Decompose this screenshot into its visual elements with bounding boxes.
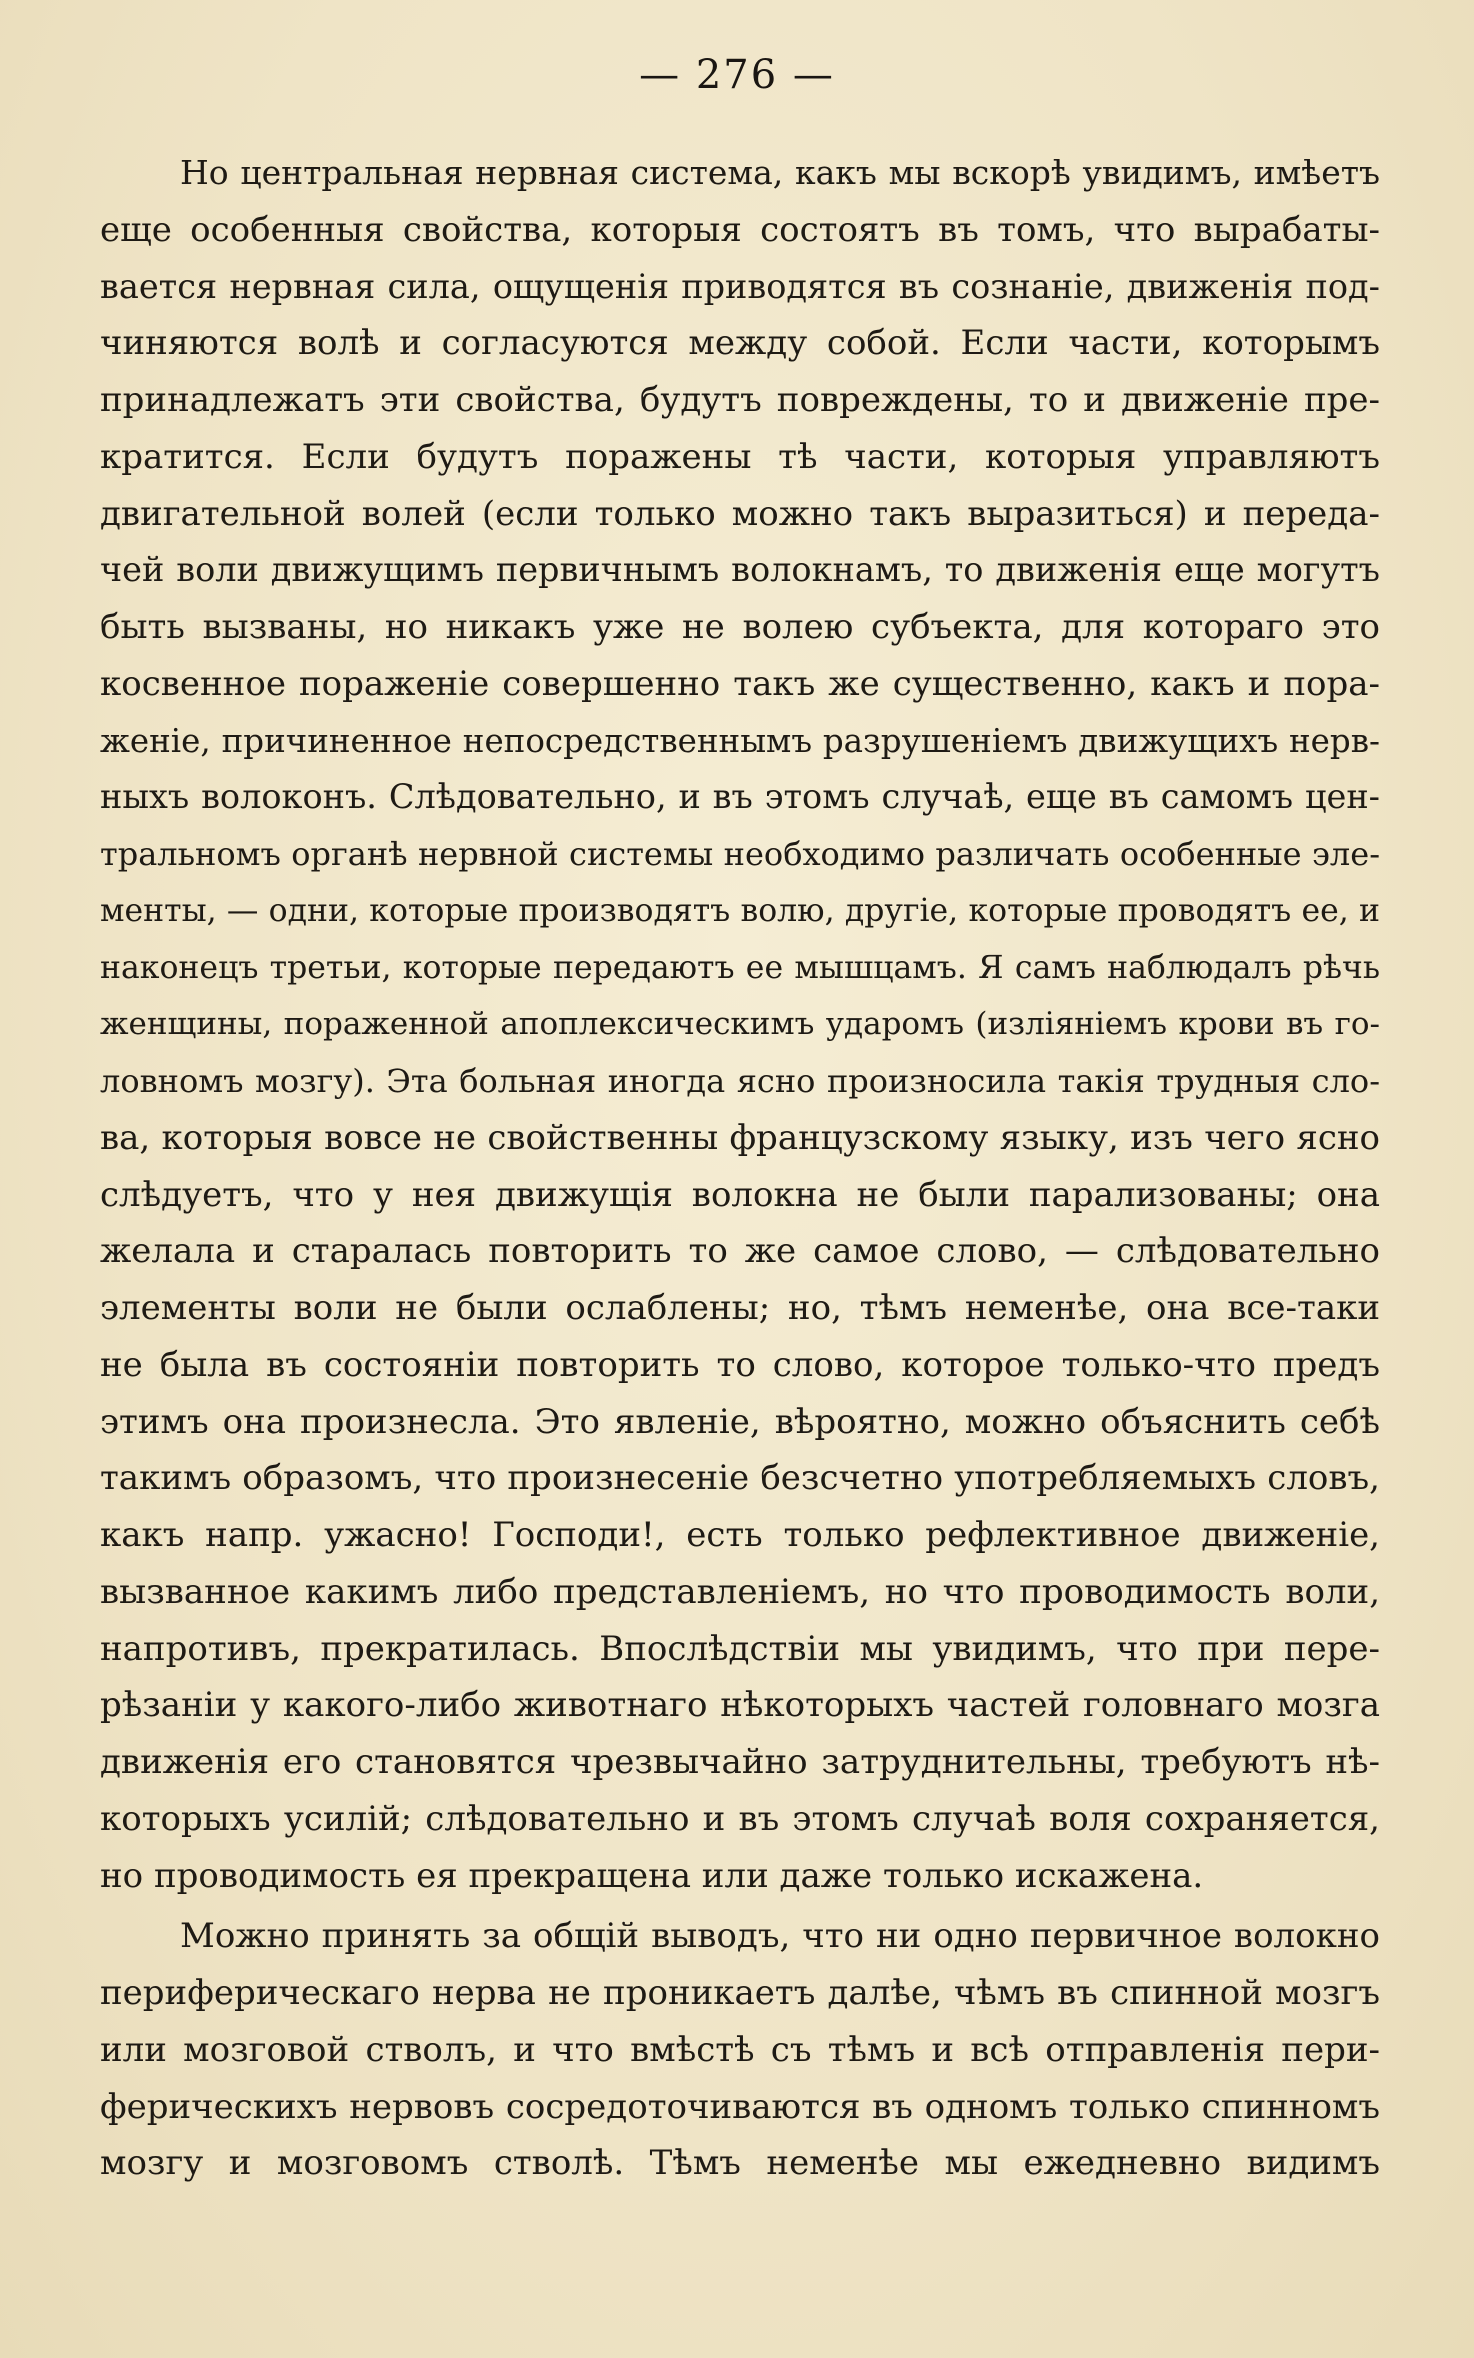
text-line: двигательной волей (если только можно такъ выразиться) и переда-	[100, 493, 1380, 534]
text-line: не была въ состояніи повторить то слово, которое только-что предъ	[100, 1344, 1380, 1385]
text-line: принадлежатъ эти свойства, будутъ повреждены, то и движеніе пре-	[100, 380, 1380, 420]
text-line: ловномъ мозгу). Эта больная иногда ясно произносила такія трудныя сло-	[100, 1062, 1380, 1100]
text-line: чиняются волѣ и согласуются между собой. Если части, которымъ	[100, 323, 1380, 364]
text-line: Можно принять за общій выводъ, что ни одно первичное волокно	[180, 1916, 1380, 1957]
page-number: — 276 —	[639, 52, 835, 98]
text-line: наконецъ третьи, которые передаютъ ее мышцамъ. Я самъ наблюдалъ рѣчь	[100, 949, 1380, 986]
text-line: мозгу и мозговомъ стволѣ. Тѣмъ неменѣе мы ежедневно видимъ	[100, 2143, 1380, 2184]
text-line: ныхъ волоконъ. Слѣдовательно, и въ этомъ случаѣ, еще въ самомъ цен-	[100, 777, 1380, 817]
paragraph-2	[100, 1908, 1380, 2192]
text-line: слѣдуетъ, что у нея движущія волокна не были парализованы; она	[100, 1174, 1380, 1215]
text-line: быть вызваны, но никакъ уже не волею субъекта, для котораго это	[100, 607, 1380, 647]
text-line: элементы воли не были ослаблены; но, тѣмъ неменѣе, она все-таки	[100, 1288, 1380, 1328]
text-line: ва, которыя вовсе не свойственны французскому языку, изъ чего ясно	[100, 1117, 1380, 1158]
text-line: или мозговой стволъ, и что вмѣстѣ съ тѣмъ и всѣ отправленія пери-	[100, 2029, 1380, 2070]
text-line: какъ напр. ужасно! Господи!, есть только рефлективное движеніе,	[100, 1515, 1380, 1555]
text-line: напротивъ, прекратилась. Впослѣдствіи мы увидимъ, что при пере-	[100, 1628, 1380, 1669]
text-line: этимъ она произнесла. Это явленіе, вѣроятно, можно объяснить себѣ	[100, 1401, 1380, 1442]
text-line: женщины, пораженной апоплексическимъ ударомъ (изліяніемъ крови въ го-	[100, 1006, 1380, 1043]
paragraph-1	[100, 145, 1380, 1904]
text-line: вызванное какимъ либо представленіемъ, но что проводимость воли,	[100, 1571, 1380, 1612]
text-line: желала и старалась повторить то же самое слово, — слѣдовательно	[100, 1231, 1380, 1272]
text-line: ферическихъ нервовъ сосредоточиваются въ одномъ только спинномъ	[100, 2086, 1380, 2127]
text-line: рѣзаніи у какого-либо животнаго нѣкоторыхъ частей головнаго мозга	[100, 1685, 1380, 1726]
text-line: чей воли движущимъ первичнымъ волокнамъ, то движенія еще могутъ	[100, 550, 1380, 590]
body-text	[100, 145, 1380, 2192]
text-line: кратится. Если будутъ поражены тѣ части, которыя управляютъ	[100, 436, 1380, 477]
text-line: косвенное пораженіе совершенно такъ же существенно, какъ и пора-	[100, 663, 1380, 704]
text-line: которыхъ усилій; слѣдовательно и въ этомъ случаѣ воля сохраняется,	[100, 1798, 1380, 1839]
text-line: тральномъ органѣ нервной системы необходимо различать особенные эле-	[100, 835, 1380, 873]
text-line: периферическаго нерва не проникаетъ далѣе, чѣмъ въ спинной мозгъ	[100, 1973, 1380, 2013]
text-line: такимъ образомъ, что произнесеніе безсчетно употребляемыхъ словъ,	[100, 1458, 1380, 1499]
text-line: еще особенныя свойства, которыя состоятъ въ томъ, что вырабаты-	[100, 209, 1380, 250]
text-line: но проводимость ея прекращена или даже только искажена.	[100, 1855, 1204, 1896]
text-line: менты, — одни, которые производятъ волю, другіе, которые проводятъ ее, и	[100, 892, 1380, 929]
text-line: вается нервная сила, ощущенія приводятся въ сознаніе, движенія под-	[100, 266, 1380, 306]
text-line: движенія его становятся чрезвычайно затруднительны, требуютъ нѣ-	[100, 1742, 1380, 1782]
text-line: Но центральная нервная система, какъ мы вскорѣ увидимъ, имѣетъ	[180, 153, 1380, 192]
text-line: женіе, причиненное непосредственнымъ разрушеніемъ движущихъ нерв-	[100, 721, 1380, 760]
